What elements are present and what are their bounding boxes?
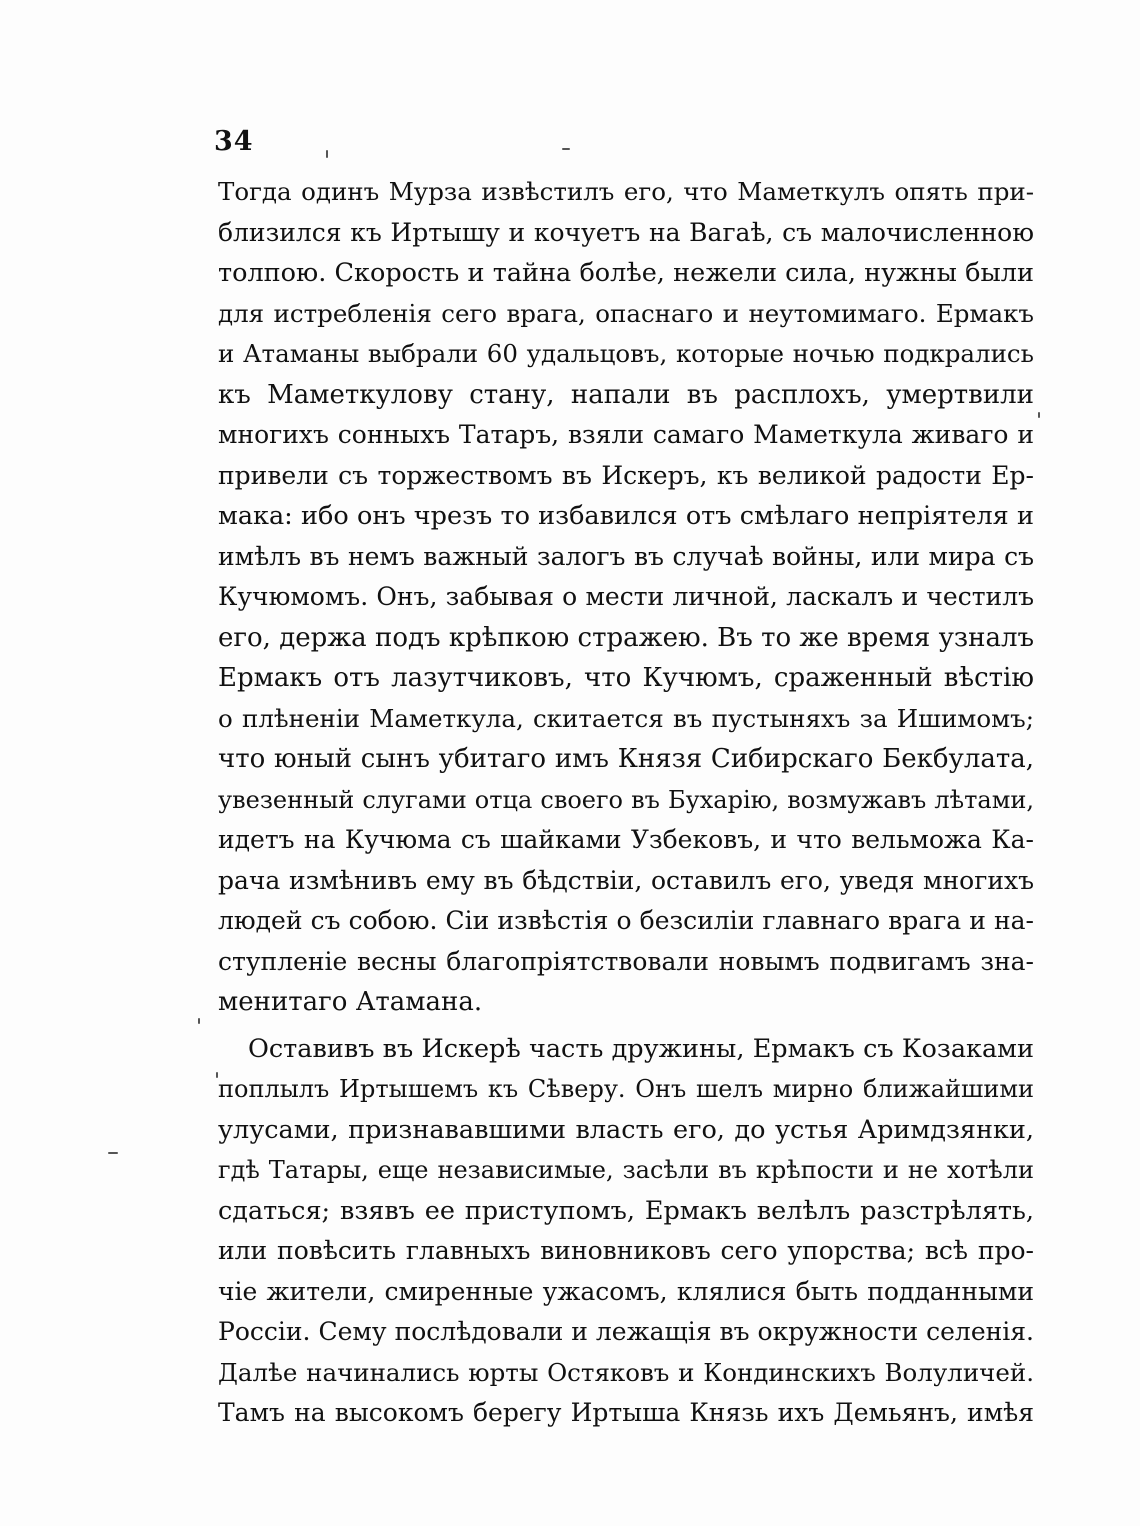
page-number: 34 <box>214 126 254 157</box>
text-line: мака: ибо онъ чрезъ то избавился отъ смѣлаго непріятеля и <box>218 501 1034 531</box>
text-line: имѣлъ въ немъ важный залогъ въ случаѣ войны, или мира съ <box>218 541 1034 571</box>
text-line: рача измѣнивъ ему въ бѣдствіи, оставилъ его, уведя многихъ <box>218 865 1034 895</box>
text-line: увезенный слугами отца своего въ Бухарію, возмужавъ лѣтами, <box>218 785 1034 814</box>
scan-speck <box>108 1152 118 1154</box>
text-line: его, держа подъ крѣпкою стражею. Въ то же время узналъ <box>218 622 1034 653</box>
text-line: Кучюмомъ. Онъ, забывая о мести личной, ласкалъ и честилъ <box>218 582 1034 611</box>
text-line: Ермакъ отъ лазутчиковъ, что Кучюмъ, сраженный вѣстію <box>218 663 1034 693</box>
text-line: людей съ собою. Сіи извѣстія о безсиліи главнаго врага и на- <box>218 906 1034 935</box>
scan-speck <box>1038 412 1040 418</box>
paragraph-1 <box>218 172 1034 1023</box>
scan-speck <box>326 150 328 158</box>
text-line: привели съ торжествомъ въ Искеръ, къ великой радости Ер- <box>218 460 1034 490</box>
text-line: и Атаманы выбрали 60 удальцовъ, которые ночью подкрались <box>218 339 1034 368</box>
text-line: гдѣ Татары, еще независимые, засѣли въ крѣпости и не хотѣли <box>218 1156 1034 1184</box>
text-line: улусами, признававшими власть его, до устья Аримдзянки, <box>218 1114 1034 1145</box>
text-line: или повѣсить главныхъ виновниковъ сего упорства; всѣ про- <box>218 1236 1034 1265</box>
text-line: ступленіе весны благопріятствовали новымъ подвигамъ зна- <box>218 946 1034 976</box>
text-line: сдаться; взявъ ее приступомъ, Ермакъ велѣлъ разстрѣлять, <box>218 1195 1034 1226</box>
scan-speck <box>198 1018 200 1024</box>
text-line: чіе жители, смиренные ужасомъ, клялися быть подданными <box>218 1276 1034 1306</box>
text-line: Тогда одинъ Мурза извѣстилъ его, что Маметкулъ опять при- <box>218 177 1034 206</box>
text-line: поплылъ Иртышемъ къ Сѣверу. Онъ шелъ мирно ближайшими <box>218 1075 1034 1103</box>
text-line: къ Маметкулову стану, напали въ расплохъ, умертвили <box>218 379 1034 410</box>
text-line: о плѣненіи Маметкула, скитается въ пустыняхъ за Ишимомъ; <box>218 703 1034 733</box>
text-line: многихъ сонныхъ Татаръ, взяли самаго Маметкула живаго и <box>218 420 1034 449</box>
text-line: Оставивъ въ Искерѣ часть дружины, Ермакъ съ Козаками <box>248 1033 1034 1064</box>
text-line: для истребленія сего врага, опаснаго и неутомимаго. Ермакъ <box>218 298 1034 328</box>
text-line: идетъ на Кучюма съ шайками Узбековъ, и что вельможа Ка- <box>218 825 1034 854</box>
text-line: менитаго Атамана. <box>218 987 483 1017</box>
text-line: Россіи. Сему послѣдовали и лежащія въ окружности селенія. <box>218 1317 1034 1346</box>
text-line: близился къ Иртышу и кочуетъ на Вагаѣ, съ малочисленною <box>218 217 1034 247</box>
scan-speck <box>216 1072 218 1078</box>
body-text <box>218 172 1034 1434</box>
text-line: Далѣе начинались юрты Остяковъ и Кондинскихъ Волуличей. <box>218 1357 1034 1387</box>
paragraph-2 <box>218 1029 1034 1434</box>
text-line: что юный сынъ убитаго имъ Князя Сибирскаго Бекбулата, <box>218 744 1034 774</box>
text-line: толпою. Скорость и тайна болѣе, нежели сила, нужны были <box>218 258 1034 288</box>
text-line: Тамъ на высокомъ берегу Иртыша Князь ихъ Демьянъ, имѣя <box>218 1398 1034 1427</box>
scan-speck <box>562 148 570 150</box>
